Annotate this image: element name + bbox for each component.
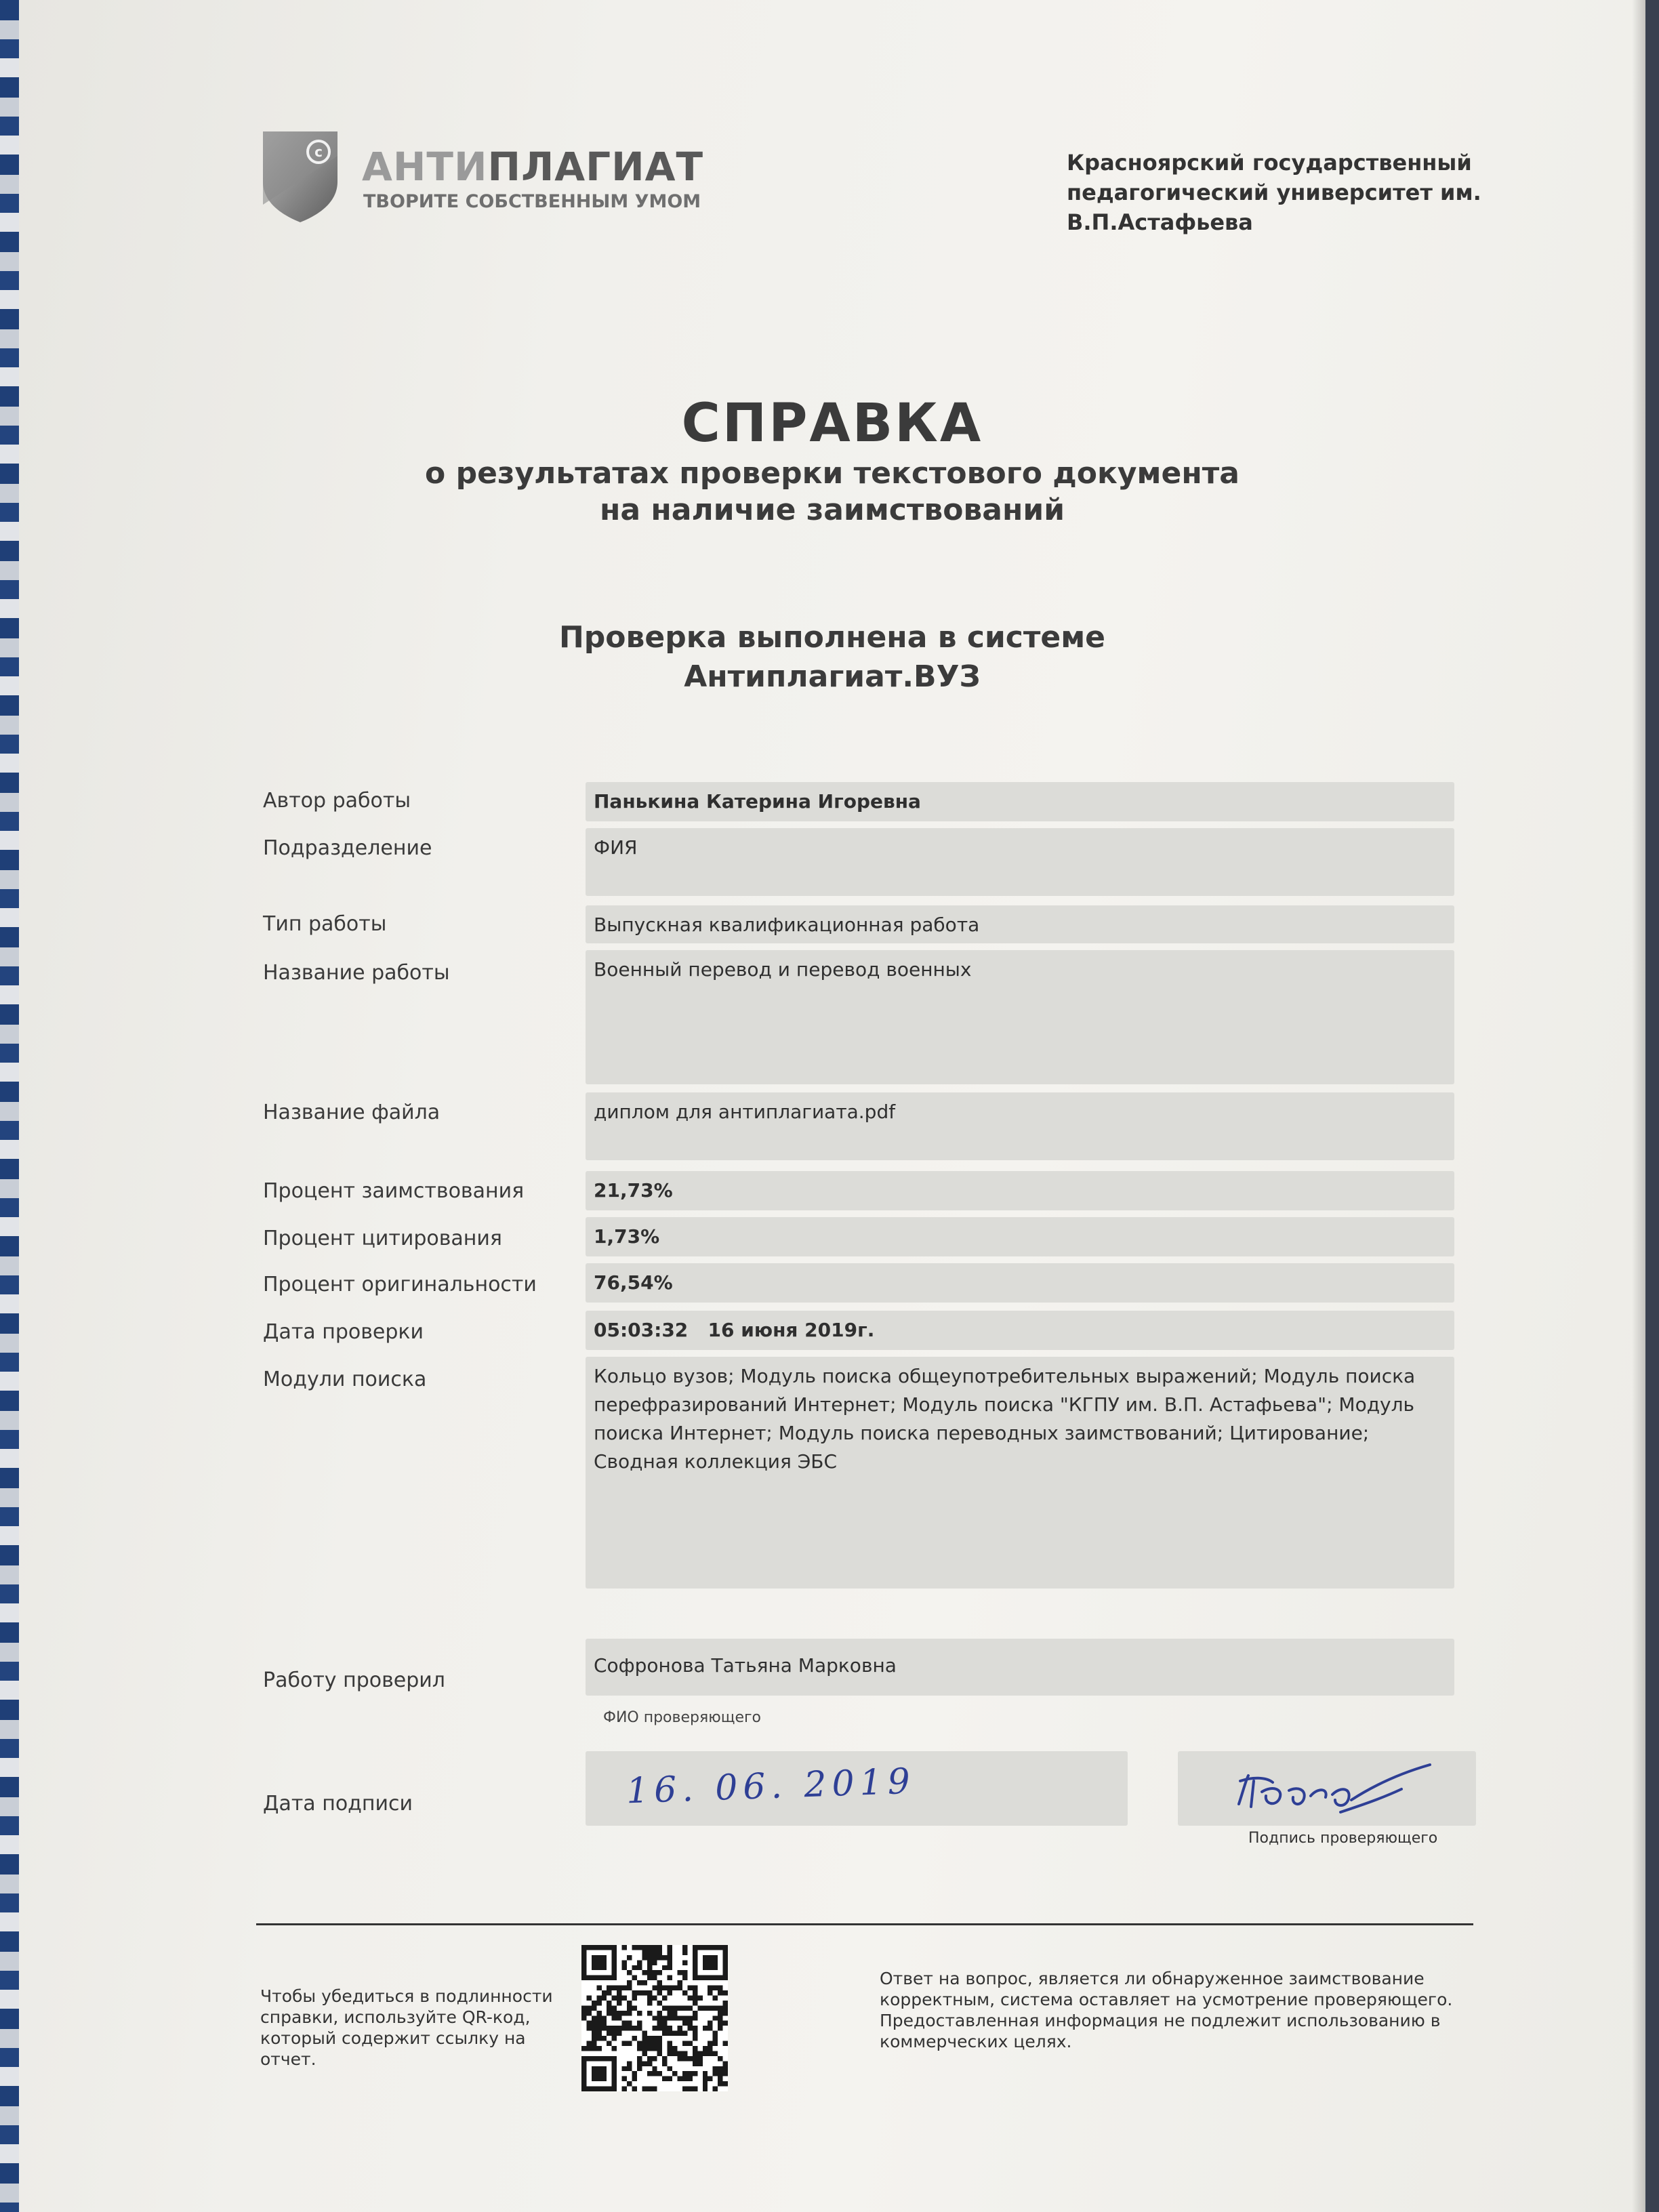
borrowing-label: Процент заимствования — [263, 1179, 525, 1203]
logo-wordmark-part1: АНТИ — [362, 144, 488, 190]
modules-label: Модули поиска — [263, 1368, 427, 1391]
system-line-2: Антиплагиат.ВУЗ — [684, 659, 981, 694]
citation-field: 1,73% — [586, 1217, 1454, 1256]
modules-field: Кольцо вузов; Модуль поиска общеупотребительных выражений; Модуль поиска перефразирований Интернет; Модуль поиска "КГПУ им. В.П. Астафьева"; Модуль поиска Интернет; Модуль поиска переводных заимствований; Цитирование; Сводная коллекция ЭБС — [586, 1357, 1454, 1589]
originality-label: Процент оригинальности — [263, 1273, 537, 1296]
sign-date-field — [586, 1751, 1128, 1826]
sign-date-label: Дата подписи — [263, 1792, 413, 1816]
work-type-field: Выпускная квалификационная работа — [586, 905, 1454, 943]
shield-copyright-icon — [260, 129, 340, 224]
logo-wordmark-part2: ПЛАГИАТ — [487, 144, 704, 190]
logo-wordmark — [362, 144, 703, 190]
work-title-field: Военный перевод и перевод военных — [586, 950, 1454, 1084]
svg-text:c: c — [314, 144, 323, 160]
author-label: Автор работы — [263, 789, 411, 813]
document-subtitle — [19, 455, 1645, 529]
subtitle-line-1: о результатах проверки текстового документа — [425, 456, 1240, 491]
file-name-label: Название файла — [263, 1101, 441, 1124]
page-edge-shadow — [1632, 0, 1645, 2212]
binding-strip — [0, 0, 19, 2212]
certificate-page — [19, 0, 1645, 2212]
qr-note: Чтобы убедиться в подлинности справки, используйте QR-код, который содержит ссылку на отчет. — [260, 1986, 553, 2069]
disclaimer-text: Ответ на вопрос, является ли обнаруженное заимствование корректным, система оставляет на усмотрение проверяющего. Предоставленная информация не подлежит использованию в коммерческих целях. — [880, 1969, 1453, 2051]
signature-field — [1178, 1751, 1476, 1826]
department-label: Подразделение — [263, 836, 432, 860]
handwritten-signature-icon — [1178, 1751, 1476, 1826]
check-date-label: Дата проверки — [263, 1320, 424, 1344]
university-name: Красноярский государственный педагогический университет им. В.П.Астафьева — [1067, 150, 1481, 235]
borrowing-field: 21,73% — [586, 1171, 1454, 1210]
checked-by-field: Софронова Татьяна Марковна — [586, 1639, 1454, 1696]
file-name-field: диплом для антиплагиата.pdf — [586, 1092, 1454, 1160]
originality-field: 76,54% — [586, 1263, 1454, 1303]
footer-divider — [256, 1923, 1473, 1925]
check-date-field: 05:03:32 16 июня 2019г. — [586, 1311, 1454, 1350]
system-statement — [19, 618, 1645, 697]
checked-by-hint: ФИО проверяющего — [603, 1709, 762, 1726]
antiplagiat-logo — [260, 129, 704, 224]
author-field: Панькина Катерина Игоревна — [586, 782, 1454, 821]
checked-by-label: Работу проверил — [263, 1668, 445, 1692]
document-title: СПРАВКА — [681, 393, 983, 454]
department-field: ФИЯ — [586, 828, 1454, 896]
subtitle-line-2: на наличие заимствований — [599, 493, 1065, 527]
sign-date-handwritten: 16. 06. 2019 — [626, 1761, 916, 1812]
work-title-label: Название работы — [263, 961, 450, 985]
signature-caption: Подпись проверяющего — [1248, 1830, 1438, 1847]
system-line-1: Проверка выполнена в системе — [558, 620, 1106, 655]
citation-label: Процент цитирования — [263, 1227, 502, 1250]
work-type-label: Тип работы — [263, 912, 387, 936]
logo-tagline: ТВОРИТЕ СОБСТВЕННЫМ УМОМ — [363, 191, 701, 212]
qr-code-icon[interactable] — [581, 1945, 728, 2091]
